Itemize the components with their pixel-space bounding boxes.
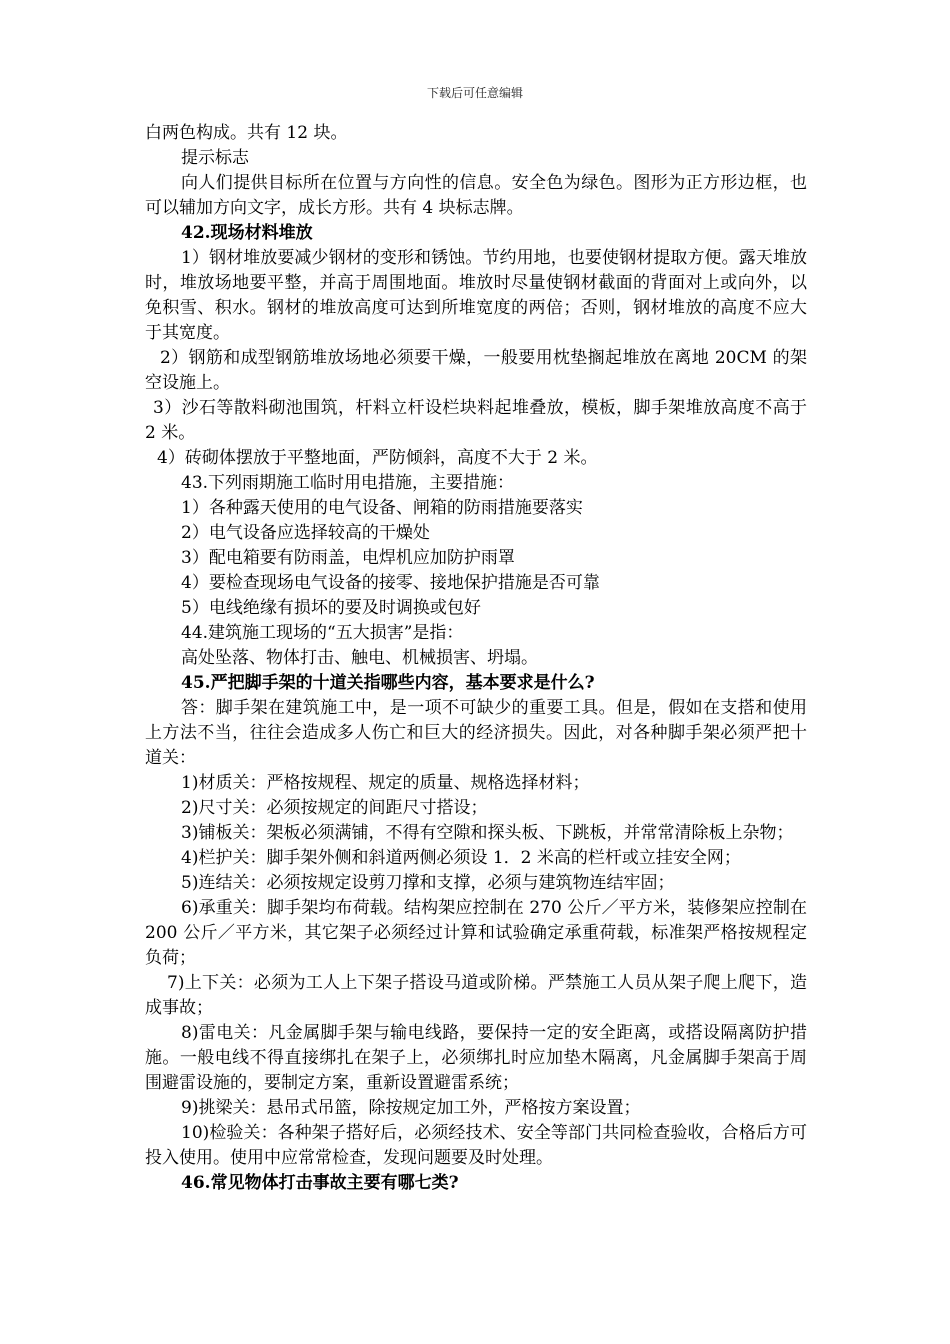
paragraph: 高处坠落、物体打击、触电、机械损害、坍塌。 (181, 648, 538, 668)
paragraph: 2)尺寸关：必须按规定的间距尺寸搭设； (181, 798, 488, 818)
paragraph: 5）电线绝缘有损坏的要及时调换或包好 (181, 598, 481, 618)
paragraph: 10)检验关：各种架子搭好后，必须经技术、安全等部门共同检查验收，合格后方可投入使用。使用中应常常检查，发现问题要及时处理。 (145, 1123, 807, 1168)
paragraph: 答：脚手架在建筑施工中，是一项不可缺少的重要工具。但是，假如在支搭和使用上方法不当，往往会造成多人伤亡和巨大的经济损失。因此，对各种脚手架必须严把十道关： (145, 698, 807, 768)
section-heading: 45.严把脚手架的十道关指哪些内容，基本要求是什么? (181, 673, 595, 693)
paragraph: 1)材质关：严格按规程、规定的质量、规格选择材料； (181, 773, 590, 793)
paragraph: 5)连结关：必须按规定设剪刀撑和支撑，必须与建筑物连结牢固； (181, 873, 675, 893)
paragraph: 43.下列雨期施工临时用电措施，主要措施： (181, 473, 515, 493)
document-body (145, 121, 807, 1196)
paragraph: 8)雷电关：凡金属脚手架与输电线路，要保持一定的安全距离，或搭设隔离防护措施。一般电线不得直接绑扎在架子上，必须绑扎时应加垫木隔离，凡金属脚手架高于周围避雷设施的，要制定方案，重新设置避雷系统； (145, 1023, 807, 1093)
paragraph: 2）电气设备应选择较高的干燥处 (181, 523, 430, 543)
paragraph: 4）要检查现场电气设备的接零、接地保护措施是否可靠 (181, 573, 600, 593)
paragraph: 6)承重关：脚手架均布荷载。结构架应控制在 270 公斤／平方米，装修架应控制在 200 公斤／平方米，其它架子必须经过计算和试验确定承重荷载，标准架严格按规程定负荷； (145, 898, 807, 968)
section-heading: 42.现场材料堆放 (181, 223, 313, 243)
paragraph: 白两色构成。共有 12 块。 (145, 123, 348, 143)
section-heading: 46.常见物体打击事故主要有哪七类? (181, 1173, 459, 1193)
paragraph: 9)挑梁关：悬吊式吊篮，除按规定加工外，严格按方案设置； (181, 1098, 641, 1118)
paragraph: 7)上下关：必须为工人上下架子搭设马道或阶梯。严禁施工人员从架子爬上爬下，造成事故； (145, 973, 807, 1018)
paragraph: 向人们提供目标所在位置与方向性的信息。安全色为绿色。图形为正方形边框，也可以辅加方向文字，成长方形。共有 4 块标志牌。 (145, 173, 807, 218)
paragraph: 4）砖砌体摆放于平整地面，严防倾斜，高度不大于 2 米。 (157, 448, 598, 468)
paragraph: 1）钢材堆放要减少钢材的变形和锈蚀。节约用地，也要使钢材提取方便。露天堆放时，堆放场地要平整，并高于周围地面。堆放时尽量使钢材截面的背面对上或向外，以免积雪、积水。钢材的堆放高度可达到所堆宽度的两倍；否则，钢材堆放的高度不应大于其宽度。 (145, 248, 807, 343)
page-header: 下载后可任意编辑 (426, 86, 523, 100)
paragraph: 3）配电箱要有防雨盖，电焊机应加防护雨罩 (181, 548, 515, 568)
paragraph: 44.建筑施工现场的“五大损害”是指： (181, 623, 464, 643)
paragraph: 提示标志 (181, 148, 249, 168)
paragraph: 2）钢筋和成型钢筋堆放场地必须要干燥，一般要用枕垫搁起堆放在离地 20CM 的架空设施上。 (145, 348, 807, 393)
paragraph: 1）各种露天使用的电气设备、闸箱的防雨措施要落实 (181, 498, 583, 518)
paragraph: 3)铺板关：架板必须满铺，不得有空隙和探头板、下跳板，并常常清除板上杂物； (181, 823, 794, 843)
paragraph: 4)栏护关：脚手架外侧和斜道两侧必须设 1．2 米高的栏杆或立挂安全网； (181, 848, 741, 868)
paragraph: 3）沙石等散料砌池围筑，杆料立杆设栏块料起堆叠放，模板，脚手架堆放高度不高于 2 米。 (145, 398, 807, 443)
